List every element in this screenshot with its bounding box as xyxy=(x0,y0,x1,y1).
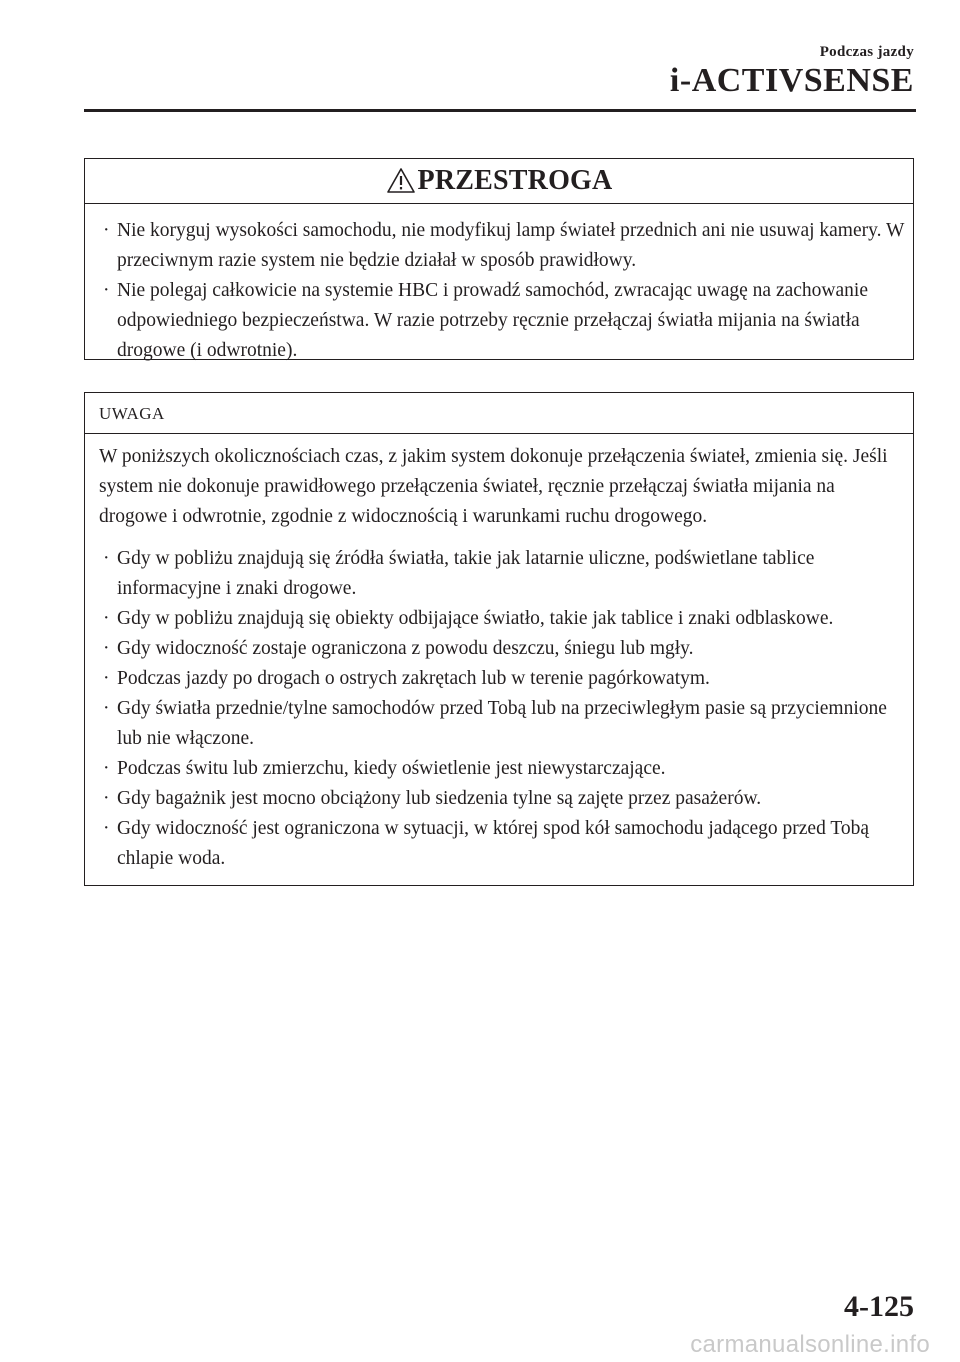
warning-triangle-icon xyxy=(386,167,416,194)
note-item-text: Podczas świtu lub zmierzchu, kiedy oświetlenie jest niewystarczające. xyxy=(117,758,666,779)
note-item xyxy=(85,604,913,634)
warning-title: PRZESTROGA xyxy=(417,165,613,196)
bullet-dot: · xyxy=(103,280,110,301)
warning-item-text: Nie polegaj całkowicie na systemie HBC i prowadź samochód, zwracając uwagę na zachowanie odpowiedniego bezpieczeństwa. W razie potrzeby ręcznie przełączaj światła mijania na światła drogowe (i odwrotnie). xyxy=(117,280,868,361)
note-item-text: Gdy widoczność jest ograniczona w sytuacji, w której spod kół samochodu jadącego przed Tobą chlapie woda. xyxy=(117,818,870,869)
bullet-dot: · xyxy=(103,698,110,719)
note-list xyxy=(85,544,913,874)
bullet-dot: · xyxy=(103,548,110,569)
header-divider xyxy=(84,109,916,112)
note-item xyxy=(85,634,913,664)
bullet-dot: · xyxy=(103,638,110,659)
note-item-text: Gdy widoczność zostaje ograniczona z powodu deszczu, śniegu lub mgły. xyxy=(117,638,694,659)
note-item xyxy=(85,814,913,874)
page-title: i-ACTIVSENSE xyxy=(669,62,914,99)
section-heading: Podczas jazdy xyxy=(819,44,914,60)
bullet-dot: · xyxy=(103,758,110,779)
warning-item-text: Nie koryguj wysokości samochodu, nie modyfikuj lamp świateł przednich ani nie usuwaj kamery. W przeciwnym razie system nie będzie działał w sposób prawidłowy. xyxy=(117,220,905,271)
note-header: UWAGA xyxy=(85,393,913,434)
bullet-dot: · xyxy=(103,220,110,241)
note-item xyxy=(85,754,913,784)
note-item xyxy=(85,694,913,754)
note-intro: W poniższych okolicznościach czas, z jakim system dokonuje przełączenia świateł, zmienia się. Jeśli system nie dokonuje prawidłowego przełączenia świateł, ręcznie przełączaj światła mijania na drogowe i odwrotnie, zgodnie z widocznością i warunkami ruchu drogowego. xyxy=(99,446,888,527)
warning-header xyxy=(85,159,913,204)
note-item-text: Podczas jazdy po drogach o ostrych zakrętach lub w terenie pagórkowatym. xyxy=(117,668,710,689)
page-number: 4-125 xyxy=(844,1290,914,1323)
warning-list xyxy=(85,216,913,366)
note-item-text: Gdy bagażnik jest mocno obciążony lub siedzenia tylne są zajęte przez pasażerów. xyxy=(117,788,762,809)
note-item-text: Gdy w pobliżu znajdują się obiekty odbijające światło, takie jak tablice i znaki odblaskowe. xyxy=(117,608,834,629)
bullet-dot: · xyxy=(103,608,110,629)
note-item-text: Gdy w pobliżu znajdują się źródła światła, takie jak latarnie uliczne, podświetlane tablice informacyjne i znaki drogowe. xyxy=(117,548,815,599)
note-item xyxy=(85,544,913,604)
warning-box xyxy=(84,158,914,360)
bullet-dot: · xyxy=(103,818,110,839)
watermark: carmanualsonline.info xyxy=(690,1331,930,1358)
note-item xyxy=(85,664,913,694)
bullet-dot: · xyxy=(103,788,110,809)
note-item-text: Gdy światła przednie/tylne samochodów przed Tobą lub na przeciwległym pasie są przyciemnione lub nie włączone. xyxy=(117,698,887,749)
warning-item xyxy=(85,216,913,276)
warning-item xyxy=(85,276,913,366)
bullet-dot: · xyxy=(103,668,110,689)
note-box xyxy=(84,392,914,886)
note-item xyxy=(85,784,913,814)
